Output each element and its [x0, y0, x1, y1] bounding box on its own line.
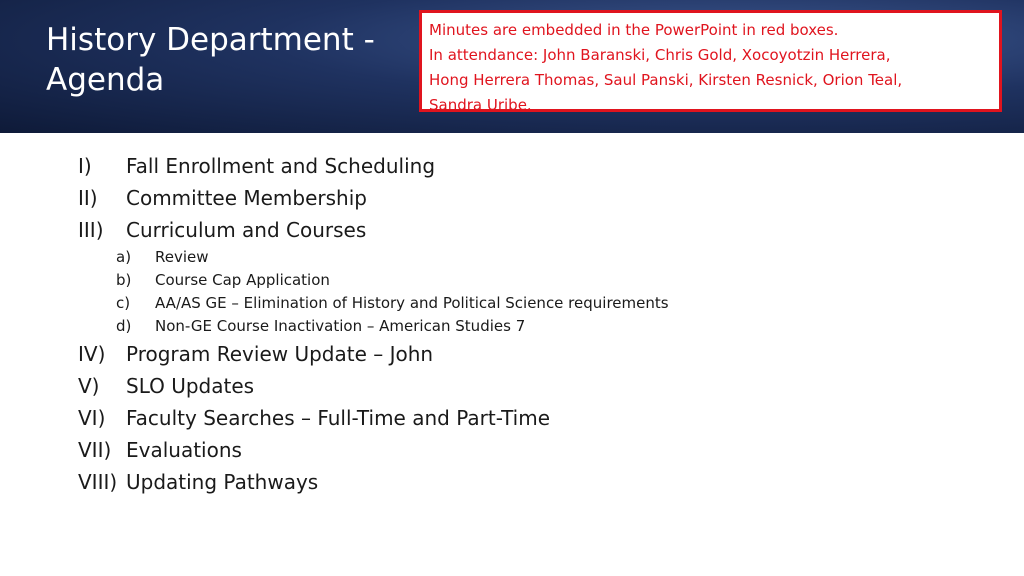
agenda-subitem-text: Non-GE Course Inactivation – American Studies 7: [155, 317, 526, 335]
agenda-subitem-letter: d): [116, 317, 132, 335]
agenda-subitem-letter: a): [116, 248, 132, 266]
slide-title: [46, 20, 406, 100]
agenda-subitem: [78, 246, 978, 269]
agenda-item-text: Updating Pathways: [126, 470, 319, 494]
agenda-subitem-text: Course Cap Application: [155, 271, 330, 289]
agenda-subitem-letter: c): [116, 294, 131, 312]
agenda-item-number: I): [78, 154, 92, 178]
agenda-item-number: VII): [78, 438, 112, 462]
agenda-item: [78, 214, 978, 246]
agenda-item-number: IV): [78, 342, 106, 366]
agenda-item: [78, 338, 978, 370]
agenda-item: [78, 150, 978, 182]
slide-title-line-2: Agenda: [46, 62, 165, 98]
minutes-line: Hong Herrera Thomas, Saul Panski, Kirsten Resnick, Orion Teal,: [429, 71, 903, 89]
agenda-item: [78, 370, 978, 402]
agenda-item-number: VI): [78, 406, 106, 430]
agenda-item-text: Program Review Update – John: [126, 342, 434, 366]
agenda-item-text: Fall Enrollment and Scheduling: [126, 154, 436, 178]
slide-header: [0, 0, 1024, 133]
slide-title-line-1: History Department -: [46, 22, 375, 58]
minutes-line: Minutes are embedded in the PowerPoint in red boxes.: [429, 21, 839, 39]
agenda-item-number: III): [78, 218, 104, 242]
agenda-subitem-letter: b): [116, 271, 132, 289]
agenda-item: [78, 466, 978, 498]
agenda-item-text: Evaluations: [126, 438, 242, 462]
agenda-item-number: II): [78, 186, 98, 210]
agenda-item: [78, 182, 978, 214]
minutes-line: Sandra Uribe.: [429, 96, 532, 112]
agenda-item-text: SLO Updates: [126, 374, 255, 398]
minutes-attendance-box: [419, 10, 1002, 112]
agenda-item: [78, 434, 978, 466]
agenda-subitem-text: Review: [155, 248, 209, 266]
agenda-item-number: V): [78, 374, 100, 398]
agenda-subitem: [78, 315, 978, 338]
agenda-list: [78, 150, 978, 498]
minutes-line: In attendance: John Baranski, Chris Gold, Xocoyotzin Herrera,: [429, 46, 891, 64]
agenda-item-text: Faculty Searches – Full-Time and Part-Time: [126, 406, 551, 430]
agenda-item-number: VIII): [78, 470, 118, 494]
agenda-subitem: [78, 269, 978, 292]
agenda-item: [78, 402, 978, 434]
agenda-item-text: Committee Membership: [126, 186, 367, 210]
agenda-subitem: [78, 292, 978, 315]
agenda-item-text: Curriculum and Courses: [126, 218, 367, 242]
agenda-subitem-text: AA/AS GE – Elimination of History and Political Science requirements: [155, 294, 669, 312]
